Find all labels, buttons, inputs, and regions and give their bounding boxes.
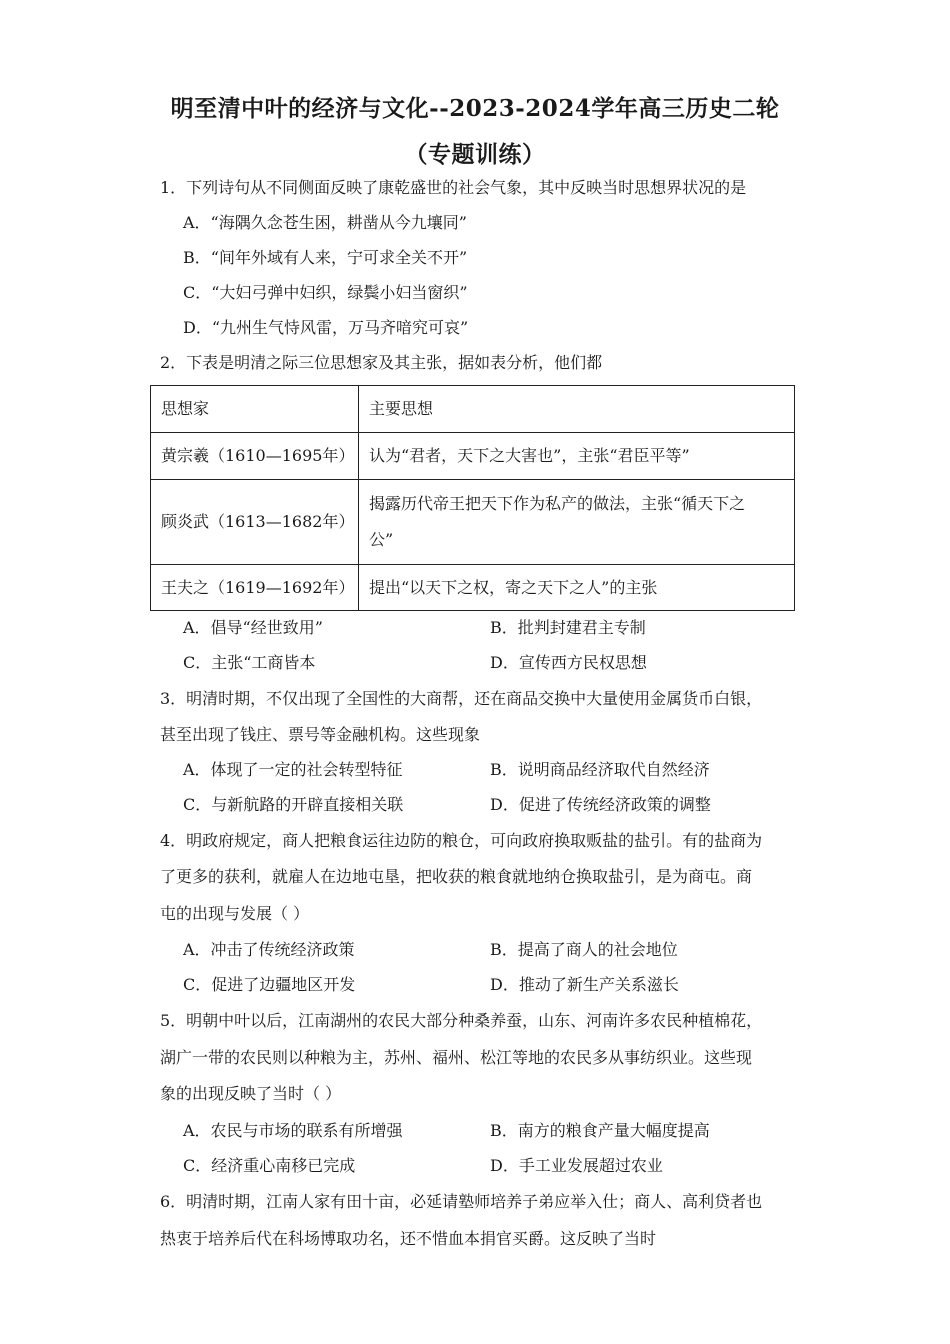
table-cell-thinker: 黄宗羲（1610—1695年） <box>151 433 359 480</box>
table-cell-idea-line: 公” <box>369 530 394 549</box>
page-title: 明至清中叶的经济与文化--2023-2024学年高三历史二轮 <box>170 95 780 122</box>
table-cell-thinker: 顾炎武（1613—1682年） <box>151 480 359 565</box>
table-cell-idea: 认为“君者，天下之大害也”，主张“君臣平等” <box>359 433 795 480</box>
question-2-option-d: D．宣传西方民权思想 <box>490 653 647 672</box>
table-header-row <box>151 386 795 433</box>
table-row <box>151 433 795 480</box>
table-cell-idea <box>359 480 795 565</box>
question-4-option-b: B．提高了商人的社会地位 <box>490 940 678 959</box>
table-header-cell: 主要思想 <box>359 386 795 433</box>
question-4-option-a: A．冲击了传统经济政策 <box>183 940 355 959</box>
question-5-option-d: D．手工业发展超过农业 <box>490 1156 663 1175</box>
question-4-stem-line: 了更多的获利，就雇人在边地屯垦，把收获的粮食就地纳仓换取盐引，是为商屯。商 <box>160 867 753 886</box>
table-cell-idea-line: 揭露历代帝王把天下作为私产的做法，主张“循天下之 <box>369 494 746 513</box>
question-6-stem-line: 6．明清时期，江南人家有田十亩，必延请塾师培养子弟应举入仕；商人、高利贷者也 <box>160 1192 763 1211</box>
question-5-stem-line: 湖广一带的农民则以种粮为主，苏州、福州、松江等地的农民多从事纺织业。这些现 <box>160 1048 753 1067</box>
question-3-stem-line: 3．明清时期，不仅出现了全国性的大商帮，还在商品交换中大量使用金属货币白银， <box>160 689 763 708</box>
table-header-cell: 思想家 <box>151 386 359 433</box>
table-cell-idea: 提出“以天下之权，寄之天下之人”的主张 <box>359 565 795 611</box>
question-6-stem-line: 热衷于培养后代在科场博取功名，还不惜血本捐官买爵。这反映了当时 <box>160 1229 657 1248</box>
question-5-stem-line: 5．明朝中叶以后，江南湖州的农民大部分种桑养蚕，山东、河南许多农民种植棉花， <box>160 1011 763 1030</box>
question-3-option-c: C．与新航路的开辟直接相关联 <box>183 795 404 814</box>
question-1-stem: 1．下列诗句从不同侧面反映了康乾盛世的社会气象，其中反映当时思想界状况的是 <box>160 178 747 197</box>
question-2-stem: 2．下表是明清之际三位思想家及其主张，据如表分析，他们都 <box>160 353 603 372</box>
question-4-option-d: D．推动了新生产关系滋长 <box>490 975 679 994</box>
question-3-option-d: D．促进了传统经济政策的调整 <box>490 795 711 814</box>
question-2-option-b: B．批判封建君主专制 <box>490 618 646 637</box>
question-1-option-d: D．“九州生气恃风雷，万马齐喑究可哀” <box>183 318 469 337</box>
thinkers-table <box>150 385 795 611</box>
table-row <box>151 565 795 611</box>
table-cell-thinker: 王夫之（1619—1692年） <box>151 565 359 611</box>
question-4-stem-line: 屯的出现与发展（ ） <box>160 904 310 923</box>
question-3-option-b: B．说明商品经济取代自然经济 <box>490 760 710 779</box>
question-5-option-c: C．经济重心南移已完成 <box>183 1156 356 1175</box>
question-4-option-c: C．促进了边疆地区开发 <box>183 975 356 994</box>
question-3-option-a: A．体现了一定的社会转型特征 <box>183 760 403 779</box>
question-1-option-a: A．“海隅久念苍生困，耕凿从今九壤同” <box>183 213 467 232</box>
question-1-option-b: B．“间年外域有人来，宁可求全关不开” <box>183 248 468 267</box>
question-1-option-c: C．“大妇弓弹中妇织，绿鬓小妇当窗织” <box>183 283 468 302</box>
question-4-stem-line: 4．明政府规定，商人把粮食运往边防的粮仓，可向政府换取贩盐的盐引。有的盐商为 <box>160 831 763 850</box>
question-5-option-b: B．南方的粮食产量大幅度提高 <box>490 1121 710 1140</box>
question-2-option-c: C．主张“工商皆本 <box>183 653 316 672</box>
question-5-stem-line: 象的出现反映了当时（ ） <box>160 1084 342 1103</box>
question-5-option-a: A．农民与市场的联系有所增强 <box>183 1121 403 1140</box>
question-2-option-a: A．倡导“经世致用” <box>183 618 323 637</box>
page-subtitle: （专题训练） <box>404 141 546 168</box>
question-3-stem-line: 甚至出现了钱庄、票号等金融机构。这些现象 <box>160 725 481 744</box>
table-row <box>151 480 795 565</box>
